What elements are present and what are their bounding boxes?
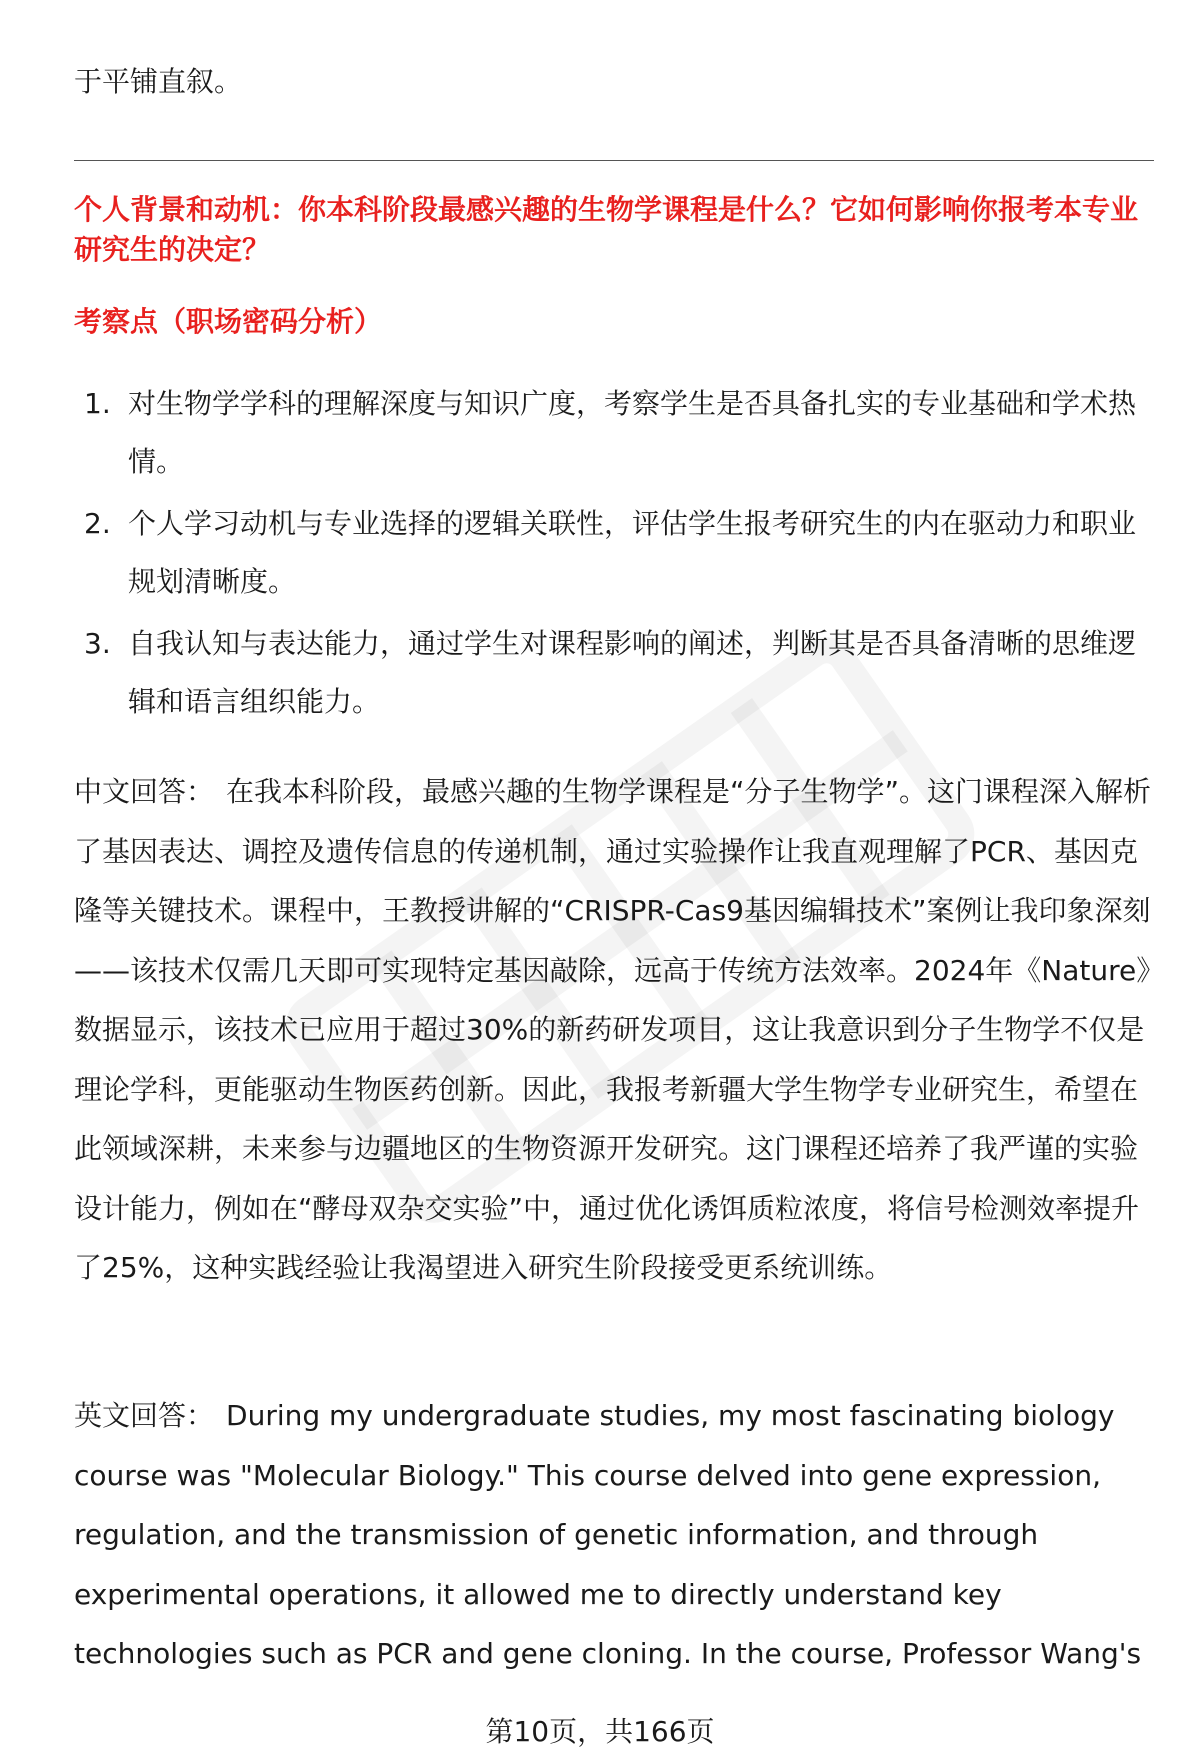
list-item-number: 1.: [84, 387, 111, 420]
list-item-text: 自我认知与表达能力，通过学生对课程影响的阐述，判断其是否具备清晰的思维逻辑和语言组织能力。: [128, 627, 1137, 718]
chinese-answer-text: 在我本科阶段，最感兴趣的生物学课程是“分子生物学”。这门课程深入解析了基因表达、调控及遗传信息的传递机制，通过实验操作让我直观理解了PCR、基因克隆等关键技术。课程中，王教授讲解的“CRISPR-Cas9基因编辑技术”案例让我印象深刻——该技术仅需几天即可实现特定基因敲除，远高于传统方法效率。2024年《Nature》数据显示，该技术已应用于超过30%的新药研发项目，这让我意识到分子生物学不仅是理论学科，更能驱动生物医药创新。因此，我报考新疆大学生物学专业研究生，希望在此领域深耕，未来参与边疆地区的生物资源开发研究。这门课程还培养了我严谨的实验设计能力，例如在“酵母双杂交实验”中，通过优化诱饵质粒浓度，将信号检测效率提升了25%，这种实践经验让我渴望进入研究生阶段接受更系统训练。: [74, 775, 1152, 1284]
list-item-text: 个人学习动机与专业选择的逻辑关联性，评估学生报考研究生的内在驱动力和职业规划清晰度。: [128, 507, 1137, 598]
list-item: [74, 495, 1154, 611]
english-answer-label: 英文回答：: [74, 1399, 215, 1432]
chinese-answer-label: 中文回答：: [74, 775, 215, 808]
list-item-text: 对生物学学科的理解深度与知识广度，考察学生是否具备扎实的专业基础和学术热情。: [128, 387, 1137, 478]
page-number-footer: 第10页，共166页: [485, 1715, 715, 1748]
section-title: 考察点（职场密码分析）: [74, 305, 383, 338]
question-heading: 个人背景和动机：你本科阶段最感兴趣的生物学课程是什么？它如何影响你报考本专业研究生的决定？: [74, 193, 1139, 266]
list-item: [74, 375, 1154, 491]
evaluation-points-list: [74, 375, 1154, 735]
english-answer-text: During my undergraduate studies, my most fascinating biology course was "Molecular Biology." This course delved into gene expression, regulation, and the transmission of genetic information, and through experimental operations, it allowed me to directly understand key technologies such as PCR and gene cloning. In the course, Professor Wang's: [74, 1399, 1142, 1670]
english-answer: [74, 1386, 1164, 1684]
previous-paragraph-tail: 于平铺直叙。: [74, 65, 243, 98]
list-item: [74, 615, 1154, 731]
section-divider: [74, 160, 1154, 161]
chinese-answer: [74, 762, 1164, 1298]
list-item-number: 3.: [84, 627, 111, 660]
list-item-number: 2.: [84, 507, 111, 540]
